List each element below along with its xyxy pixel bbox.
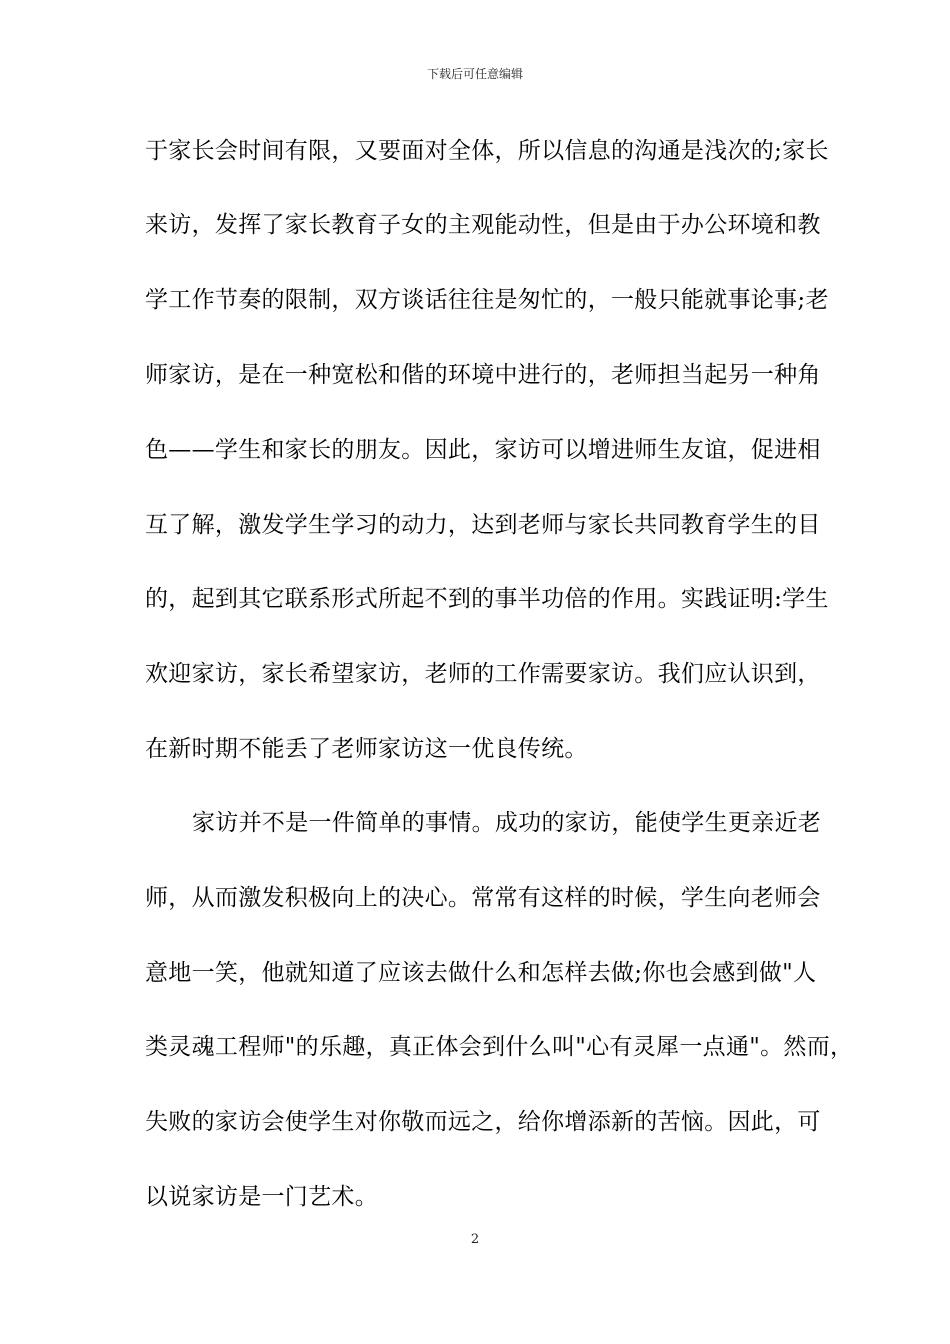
text-line: 欢迎家访，家长希望家访，老师的工作需要家访。我们应认识到， (145, 661, 821, 687)
text-line: 互了解，激发学生学习的动力，达到老师与家长共同教育学生的目 (145, 512, 821, 538)
paragraph-first-line: 家访并不是一件简单的事情。成功的家访，能使学生更亲近老 (192, 810, 822, 836)
text-line: 类灵魂工程师"的乐趣，真正体会到什么叫"心有灵犀一点通"。然而， (145, 1034, 854, 1060)
text-line: 在新时期不能丢了老师家访这一优良传统。 (145, 736, 588, 762)
text-line: 于家长会时间有限，又要面对全体，所以信息的沟通是浅次的;家长 (145, 138, 829, 164)
text-line: 师，从而激发积极向上的决心。常常有这样的时候，学生向老师会 (145, 885, 821, 911)
text-line: 的，起到其它联系形式所起不到的事半功倍的作用。实践证明:学生 (145, 586, 829, 612)
text-line: 以说家访是一门艺术。 (145, 1184, 378, 1210)
text-line: 色——学生和家长的朋友。因此，家访可以增进师生友谊，促进相 (145, 437, 821, 463)
text-line: 意地一笑，他就知道了应该去做什么和怎样去做;你也会感到做"人 (145, 960, 817, 986)
page-header: 下载后可任意编辑 (426, 67, 523, 81)
page-number: 2 (470, 1232, 480, 1247)
text-line: 师家访，是在一种宽松和偕的环境中进行的，老师担当起另一种角 (145, 362, 821, 388)
text-line: 学工作节奏的限制，双方谈话往往是匆忙的，一般只能就事论事;老 (145, 287, 829, 313)
text-line: 失败的家访会使学生对你敬而远之，给你增添新的苦恼。因此，可 (145, 1109, 821, 1135)
text-line: 来访，发挥了家长教育子女的主观能动性，但是由于办公环境和教 (145, 212, 821, 238)
